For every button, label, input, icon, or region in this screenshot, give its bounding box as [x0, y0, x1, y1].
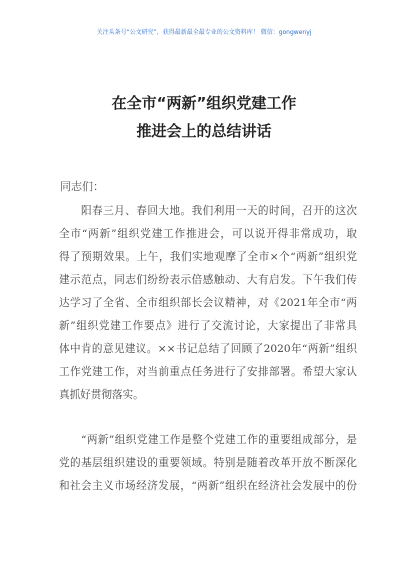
paragraph-1-line: 达学习了全省、全市组织部长会议精神，对《2021年全市“两: [59, 297, 357, 309]
paragraph-2-line: 和社会主义市场经济发展，“两新”组织在经济社会发展中的份: [59, 480, 357, 492]
paragraph-1-line: 阳春三月、春回大地。我们利用一天的时间，召开的这次: [81, 205, 357, 217]
paragraph-2-line: 党的基层组织建设的重要领域。特别是随着改革开放不断深化: [59, 457, 357, 469]
paragraph-1-line: 工作党建工作，对当前重点任务进行了安排部署。希望大家认: [59, 366, 357, 378]
paragraph-2: [59, 429, 357, 498]
title-line-2: 推进会上的总结讲话: [136, 122, 272, 140]
paragraph-1-line: 全市“两新”组织党建工作推进会，可以说开得非常成功，取: [59, 228, 357, 240]
paragraph-1-line: 得了预期效果。上午，我们实地观摩了全市×个“两新”组织党: [59, 251, 357, 263]
paragraph-1-line: 真抓好贯彻落实。: [59, 389, 144, 401]
paragraph-2-line: “两新”组织党建工作是整个党建工作的重要组成部分，是: [81, 434, 357, 446]
title-line-1: 在全市“两新”组织党建工作: [111, 94, 297, 112]
paragraph-1-line: 新”组织党建工作要点》进行了交流讨论，大家提出了非常具: [59, 320, 357, 332]
header-note: 关注头条号“公文研究”，获得最新最全最专业的公文资料库！ 微信：gongwenyj: [96, 29, 312, 36]
paragraph-1: [59, 200, 357, 407]
paragraph-1-line: 体中肯的意见建议。××书记总结了回顾了2020年“两新”组织: [59, 343, 357, 355]
salutation: 同志们：: [60, 180, 104, 193]
paragraph-1-line: 建示范点，同志们纷纷表示倍感触动、大有启发。下午我们传: [59, 274, 357, 286]
